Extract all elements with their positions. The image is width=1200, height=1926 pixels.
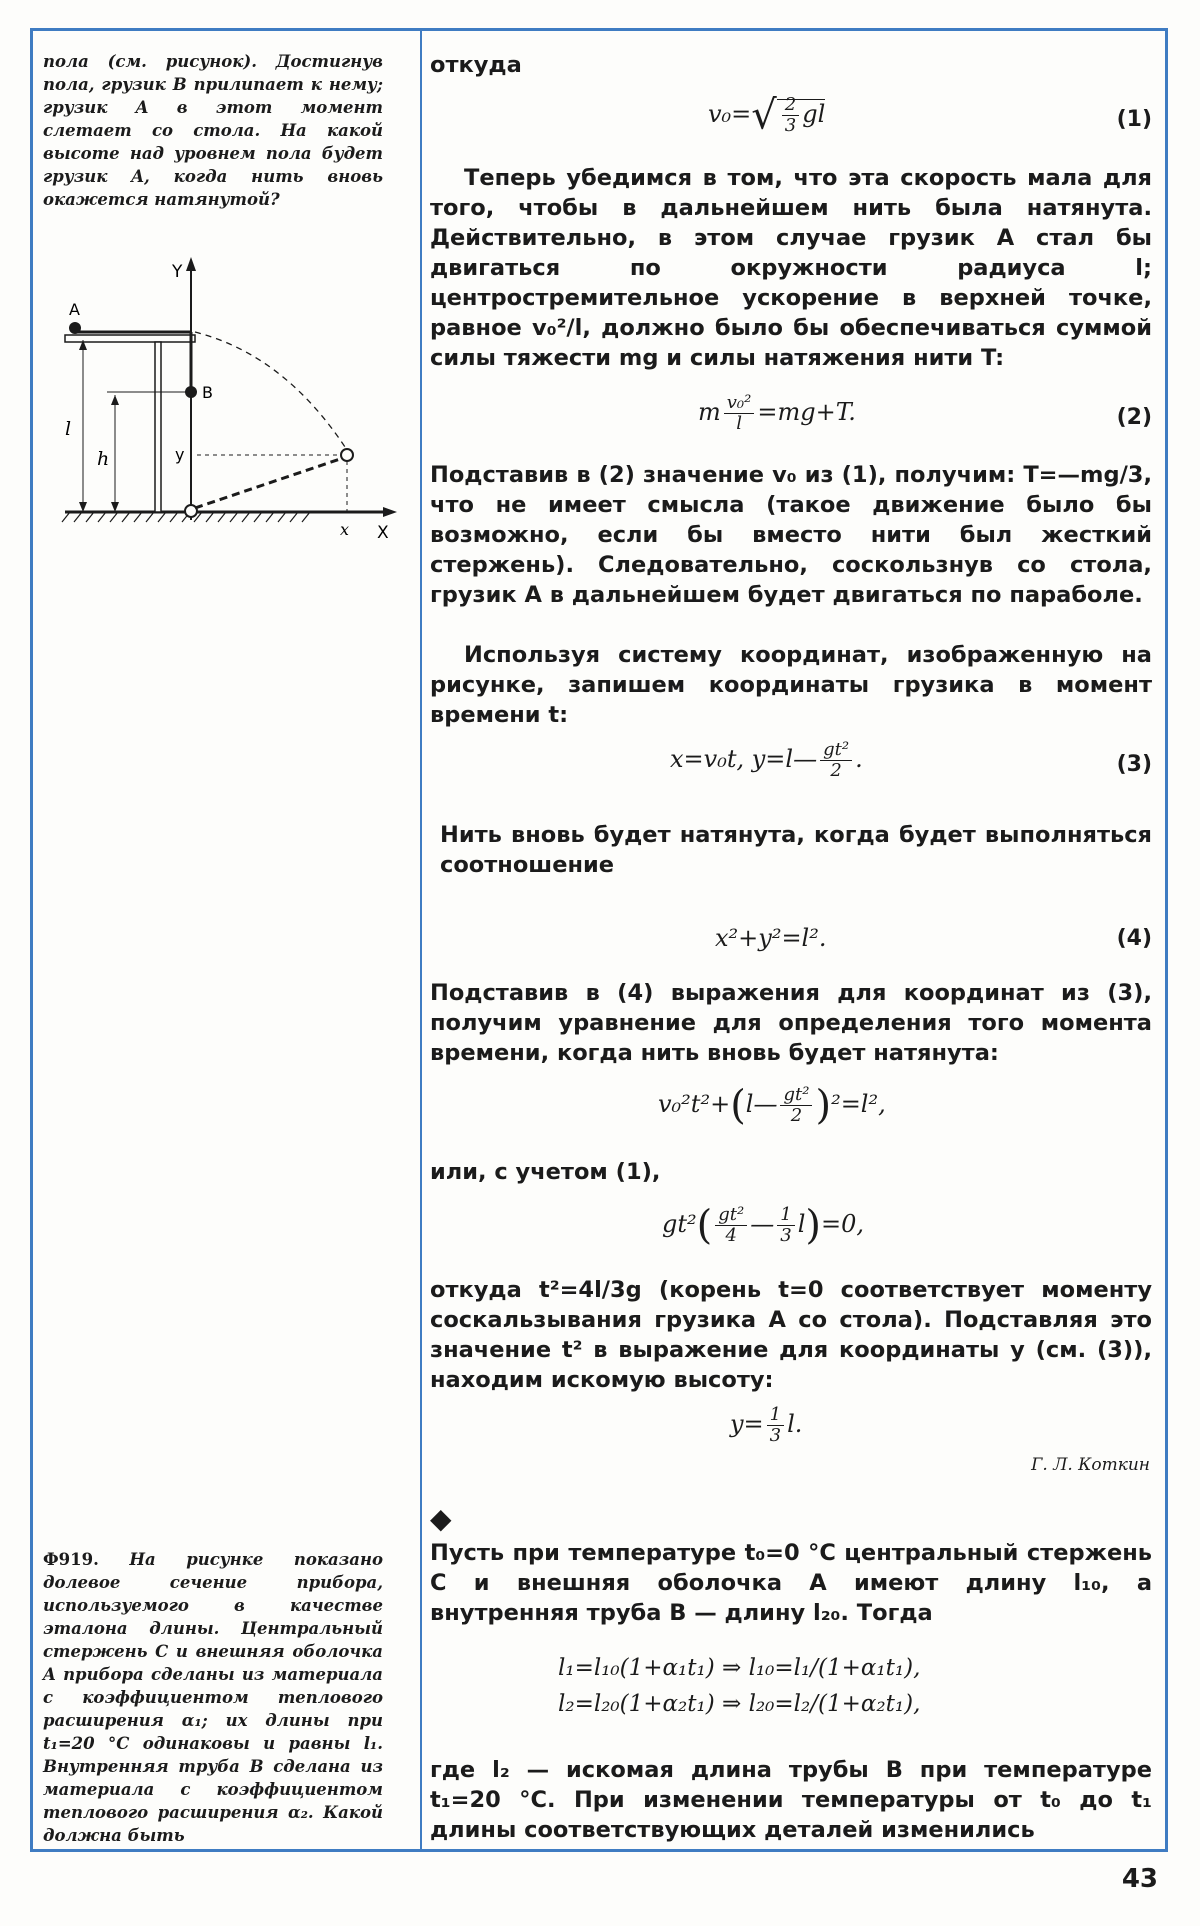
eq1-number: (1) <box>1116 107 1152 132</box>
sidebar-problem-text: пола (см. рисунок). Достигнув пола, грузик B прилипает к нему; грузик A в этот момент слетает со стола. На какой высоте над уровнем пола будет грузик A, когда нить вновь окажется натянутой? <box>43 52 383 209</box>
problem-f919-label: Ф919. <box>43 1550 99 1569</box>
eq6-minus: — <box>750 1210 775 1238</box>
eq5-open-paren: ( <box>730 1082 746 1129</box>
eq6-open-paren: ( <box>696 1202 713 1249</box>
eq5-b: l— <box>745 1090 778 1118</box>
paragraph-2: Теперь убедимся в том, что эта скорость мала для того, чтобы в дальнейшем нить была натянута. Действительно, в этом случае грузик A стал бы двигаться по окружности радиуса l; центростремительное ускорение в верхней точке, равное v₀²/l, должно было бы обеспечиваться суммой силы тяжести mg и силы натяжения нити T: <box>430 165 1152 371</box>
paragraph-9: Пусть при температуре t₀=0 °С центральный стержень C и внешняя оболочка A имеют длину l₁₀, а внутренняя труба B — длину l₂₀. Тогда <box>430 1540 1152 1626</box>
equation-8 <box>430 1655 1152 1735</box>
column-divider <box>420 30 422 1850</box>
paragraph-otkuda: откуда <box>430 52 522 78</box>
eq2-numerator: v₀² <box>724 393 755 414</box>
problem-figure <box>55 255 405 545</box>
diamond-icon: ◆ <box>430 1502 452 1535</box>
eq1-lhs: v₀= <box>708 100 752 128</box>
equation-5 <box>430 1082 1152 1145</box>
equation-2 <box>430 393 1152 453</box>
eq6-close-paren: ) <box>805 1202 821 1249</box>
weight-A <box>69 322 81 334</box>
eq5-numerator: gt² <box>780 1085 812 1106</box>
paragraph-5: Нить вновь будет натянута, когда будет выполняться соотношение <box>440 822 1152 878</box>
equation-3 <box>430 740 1152 800</box>
dimension-l-label: l <box>65 418 72 440</box>
eq4-body: x²+y²=l². <box>715 924 827 952</box>
dimension-h-label: h <box>97 448 110 470</box>
equation-4 <box>430 920 1152 980</box>
eq5-denominator: 2 <box>790 1105 803 1126</box>
parabola-trajectory <box>195 332 347 450</box>
paragraph-6: Подставив в (4) выражения для координат из (3), получим уравнение для определения того момента времени, когда нить вновь будет натянута: <box>430 980 1152 1066</box>
eq5-c: ²=l², <box>831 1090 886 1118</box>
eq8-line-2: l₂=l₂₀(1+α₂t₁) ⇒ l₂₀=l₂/(1+α₂t₁), <box>558 1691 921 1717</box>
eq8-line-1: l₁=l₁₀(1+α₁t₁) ⇒ l₁₀=l₁/(1+α₁t₁), <box>558 1655 921 1681</box>
page-number: 43 <box>1121 1864 1158 1894</box>
paragraph-10: где l₂ — искомая длина трубы B при температуре t₁=20 °С. При изменении температуры от t₀ до t₁ длины соответствующих деталей изменились <box>430 1757 1152 1843</box>
eq6-end: =0, <box>820 1210 864 1238</box>
eq3-numerator: gt² <box>820 740 852 761</box>
paragraph-4: Используя систему координат, изображенную на рисунке, запишем координаты грузика в момент времени t: <box>430 642 1152 728</box>
eq6-a: gt² <box>662 1210 697 1238</box>
eq7-denominator: 3 <box>769 1425 782 1446</box>
weight-A-label: A <box>69 300 80 319</box>
eq1-rest: gl <box>802 100 826 128</box>
table-leg <box>155 342 161 512</box>
eq7-lhs: y= <box>730 1410 764 1438</box>
eq6-denominator-2: 3 <box>780 1225 792 1246</box>
equation-6 <box>430 1202 1152 1265</box>
eq5-close-paren: ) <box>815 1082 832 1129</box>
eq7-numerator: 1 <box>767 1405 784 1426</box>
y-axis-arrow <box>186 257 196 271</box>
x-axis-label: X <box>377 523 389 543</box>
x-axis-arrow <box>383 507 397 517</box>
eq6-numerator-2: 1 <box>777 1205 794 1226</box>
eq3-end: . <box>855 745 863 773</box>
taut-string <box>195 458 343 508</box>
equation-1: v₀=√ $\frac{2}{3}$ gl (1) <box>708 92 1152 139</box>
paragraph-7: или, с учетом (1), <box>430 1159 661 1185</box>
y-coordinate-label: y <box>175 445 185 464</box>
eq6-numerator-1: gt² <box>715 1205 747 1226</box>
problem-f919-text: На рисунке показано долевое сечение прибора, используемого в качестве эталона длины. Центральный стержень C и внешняя оболочка A прибора сделаны из материала с коэффициентом теплового расширения α₁; их длины при t₁=20 °С одинаковы и равны l₁. Внутренняя труба B сделана из материала с коэффициентом теплового расширения α₂. Какой должна быть <box>43 1550 384 1845</box>
eq2-rhs: =mg+T. <box>757 398 856 426</box>
y-axis-label: Y <box>172 262 183 282</box>
eq4-number: (4) <box>1116 926 1152 951</box>
eq1-denominator: 3 <box>784 115 797 136</box>
eq6-l: l <box>797 1210 806 1238</box>
eq3-lhs: x=v₀t, y=l— <box>670 745 818 773</box>
eq3-denominator: 2 <box>830 760 842 781</box>
eq2-number: (2) <box>1116 405 1152 430</box>
weight-B-label: B <box>202 383 213 402</box>
table-top <box>65 335 195 342</box>
eq6-denominator-1: 4 <box>725 1225 737 1246</box>
eq5-a: v₀²t²+ <box>658 1090 731 1118</box>
problem-f919 <box>43 1548 383 1847</box>
eq2-denominator: l <box>736 413 742 434</box>
paragraph-8: откуда t²=4l/3g (корень t=0 соответствует моменту соскальзывания грузика A со стола). Подставляя это значение t² в выражение для координаты y (см. (3)), находим искомую высоту: <box>430 1277 1152 1393</box>
paragraph-3: Подставив в (2) значение v₀ из (1), получим: T=—mg/3, что не имеет смысла (такое движение было бы возможно, если бы вместо нити был жесткий стержень). Следовательно, соскользнув со стола, грузик A в дальнейшем будет двигаться по параболе. <box>430 462 1152 608</box>
eq1-numerator: 2 <box>782 95 799 116</box>
weight-A-position <box>341 449 353 461</box>
author-signature: Г. Л. Коткин <box>1031 1455 1150 1475</box>
eq7-rhs: l. <box>787 1410 803 1438</box>
x-coordinate-label: x <box>340 520 350 539</box>
eq3-number: (3) <box>1116 752 1152 777</box>
eq2-m: m <box>698 398 721 426</box>
